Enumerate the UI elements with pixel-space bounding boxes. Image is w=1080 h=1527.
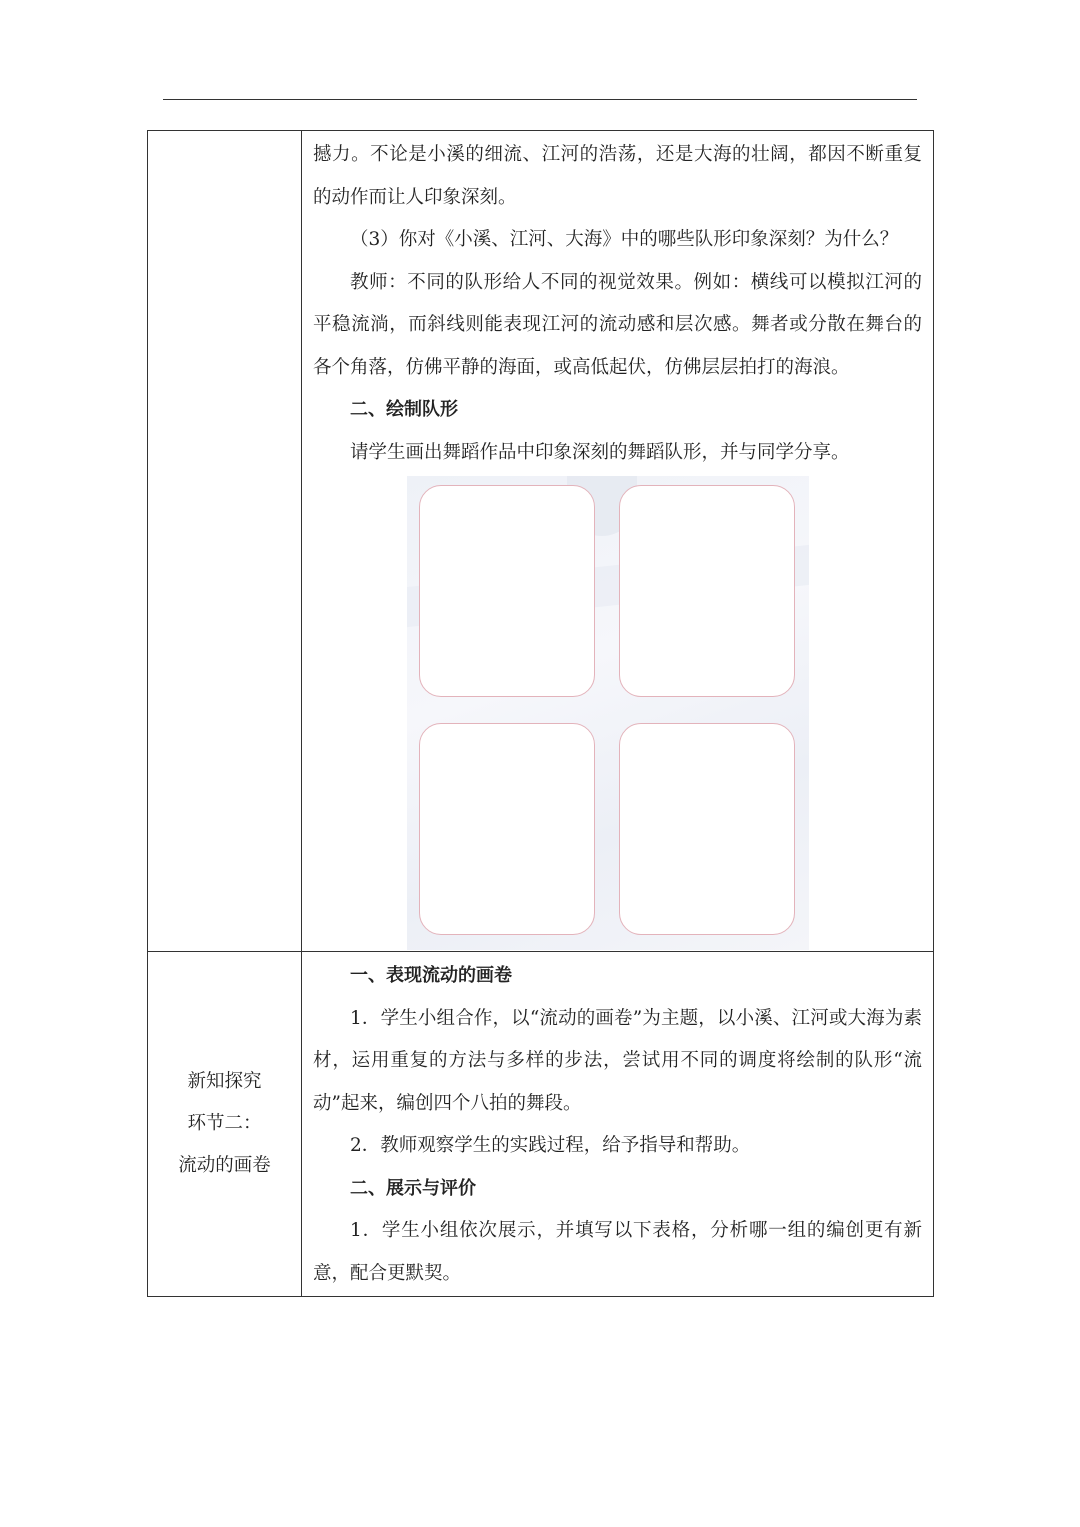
teacher-explanation: 教师：不同的队形给人不同的视觉效果。例如：横线可以模拟江河的平稳流淌，而斜线则能表现江河的流动感和层次感。舞者或分散在舞台的各个角落，仿佛平静的海面，或高低起伏，仿佛层层拍打的海浪。 bbox=[313, 271, 922, 378]
section-heading-show-evaluate: 二、展示与评价 bbox=[350, 1177, 476, 1199]
content-cell bbox=[302, 131, 934, 952]
step-2-teacher-guidance: 2．教师观察学生的实践过程，给予指导和帮助。 bbox=[350, 1135, 751, 1156]
paragraph-continuation: 撼力。不论是小溪的细流、江河的浩荡，还是大海的壮阔，都因不断重复的动作而让人印象深刻。 bbox=[313, 144, 922, 208]
header-rule bbox=[163, 99, 917, 100]
step-1-group-show: 1．学生小组依次展示，并填写以下表格，分析哪一组的编创更有新意，配合更默契。 bbox=[313, 1220, 922, 1284]
section-heading-flowing-scroll: 一、表现流动的画卷 bbox=[350, 965, 512, 986]
stage-label-line: 环节二： bbox=[187, 1113, 262, 1134]
step-1-group-work: 1．学生小组合作，以“流动的画卷”为主题，以小溪、江河或大海为素材，运用重复的方法与多样的步法，尝试用不同的调度将绘制的队形“流动”起来，编创四个八拍的舞段。 bbox=[313, 1007, 922, 1114]
table-row bbox=[148, 131, 934, 952]
table-row bbox=[148, 952, 934, 1297]
stage-label-cell-empty bbox=[148, 131, 302, 952]
stage-label-line: 新知探究 bbox=[187, 1071, 262, 1092]
drawing-frame[interactable] bbox=[619, 723, 795, 935]
drawing-frame[interactable] bbox=[419, 723, 595, 935]
drawing-frame[interactable] bbox=[619, 485, 795, 697]
stage-label-line: 流动的画卷 bbox=[178, 1155, 271, 1176]
question-3: （3）你对《小溪、江河、大海》中的哪些队形印象深刻？为什么？ bbox=[350, 229, 899, 250]
drawing-frame[interactable] bbox=[419, 485, 595, 697]
section-heading-draw-formation: 二、绘制队形 bbox=[350, 399, 458, 420]
content-cell bbox=[302, 952, 934, 1297]
stage-label-cell bbox=[148, 952, 302, 1297]
lesson-table bbox=[147, 130, 934, 1297]
drawing-instruction: 请学生画出舞蹈作品中印象深刻的舞蹈队形，并与同学分享。 bbox=[350, 441, 850, 463]
formation-drawing-sheet bbox=[407, 476, 809, 950]
